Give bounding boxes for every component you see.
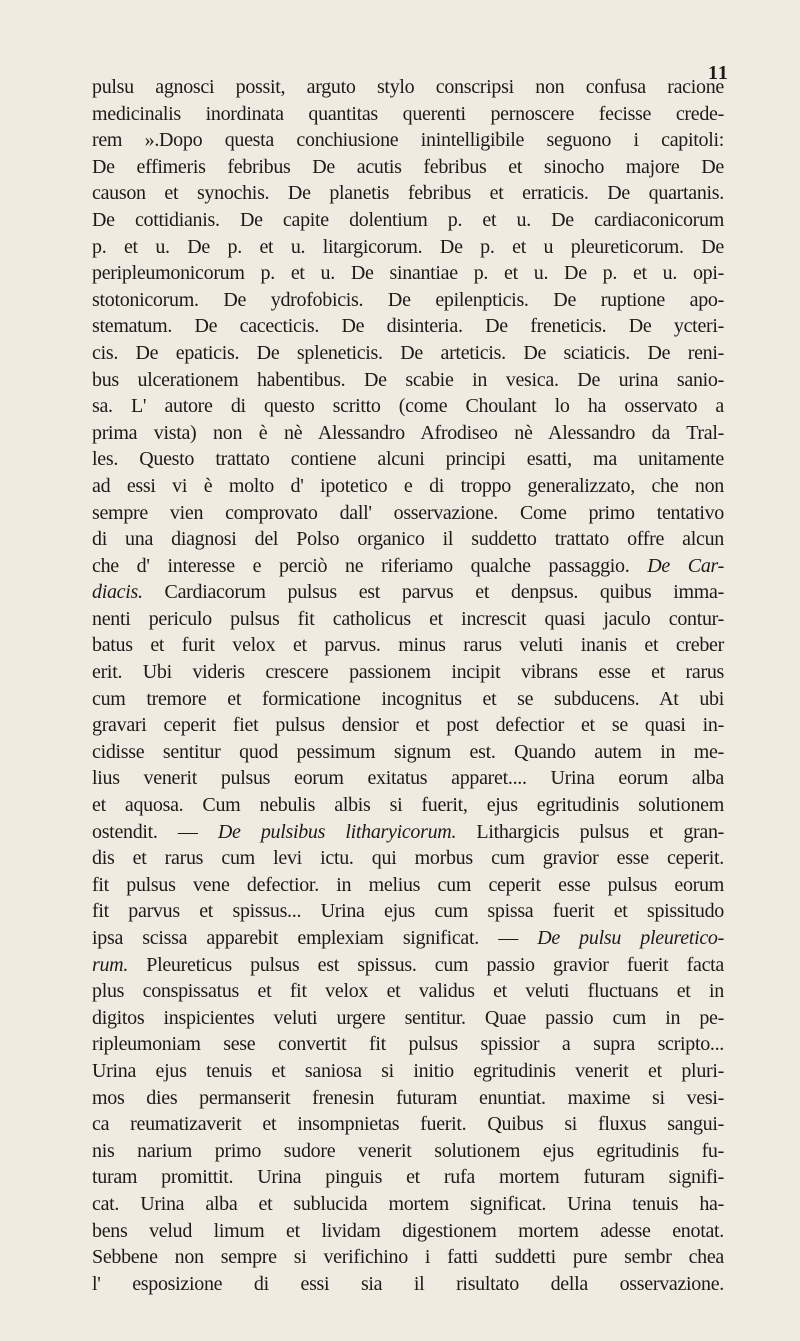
text-line: De cottidianis. De capite dolentium p. et u. De cardiaconicorum — [92, 208, 724, 231]
text-line: prima vista) non è nè Alessandro Afrodiseo nè Alessandro da Tral- — [92, 421, 724, 444]
text-line: fit pulsus vene defectior. in melius cum ceperit esse pulsus eorum — [92, 873, 724, 896]
text-line: gravari ceperit fiet pulsus densior et post defectior et se quasi in- — [92, 714, 724, 737]
text-line: De effimeris febribus De acutis febribus et sinocho majore De — [92, 155, 724, 178]
text-line: fit parvus et spissus... Urina ejus cum spissa fuerit et spissitudo — [92, 900, 724, 923]
text-line: turam promittit. Urina pinguis et rufa mortem futuram signifi- — [92, 1166, 724, 1189]
text-line: causon et synochis. De planetis febribus et erraticis. De quartanis. — [92, 182, 724, 205]
text-line — [92, 1297, 724, 1324]
page-number: 11 — [708, 62, 729, 84]
text-line: et aquosa. Cum nebulis albis si fuerit, ejus egritudinis solutionem — [92, 794, 724, 817]
text-line: cis. De epaticis. De spleneticis. De arteticis. De sciaticis. De reni- — [92, 341, 724, 364]
text-line: digitos inspicientes veluti urgere sentitur. Quae passio cum in pe- — [92, 1006, 724, 1029]
text-line: ca reumatizaverit et insompnietas fuerit. Quibus si fluxus sangui- — [92, 1113, 724, 1136]
text-line: les. Questo trattato contiene alcuni principi esatti, ma unitamente — [92, 448, 724, 471]
text-segment: che d' interesse e perciò ne riferiamo qualche passaggio. — [92, 554, 630, 577]
text-line: lius venerit pulsus eorum exitatus apparet.... Urina eorum alba — [92, 767, 724, 790]
text-line: sa. L' autore di questo scritto (come Choulant lo ha osservato a — [92, 395, 724, 418]
text-segment: Pleureticus pulsus est spissus. cum passio gravior fuerit facta — [128, 953, 724, 976]
text-line: nenti periculo pulsus fit catholicus et increscit quasi jaculo contur- — [92, 607, 724, 630]
text-line: rem ».Dopo questa conchiusione inintelligibile seguono i capitoli: — [92, 129, 724, 152]
italic-heading: diacis. — [92, 581, 143, 604]
text-segment: ipsa scissa apparebit emplexiam significat. — — [92, 927, 518, 949]
text-line: cum tremore et formicatione incognitus et se subducens. At ubi — [92, 687, 724, 710]
italic-heading: De pulsu pleuretico- — [537, 927, 724, 949]
text-line: bens velud limum et lividam digestionem mortem adesse enotat. — [92, 1219, 724, 1242]
text-line: Urina ejus tenuis et saniosa si initio egritudinis venerit et pluri- — [92, 1059, 724, 1082]
text-segment: Lithargicis pulsus et gran- — [476, 820, 725, 843]
text-line: stematum. De cacecticis. De disinteria. De freneticis. De ycteri- — [92, 315, 724, 338]
text-segment: ostendit. — — [92, 820, 198, 843]
text-line: pulsu agnosci possit, arguto stylo conscripsi non confusa racione — [92, 76, 724, 98]
text-line: nis narium primo sudore venerit solutionem ejus egritudinis fu- — [92, 1139, 724, 1162]
italic-heading: De Car- — [647, 554, 724, 577]
text-line: dis et rarus cum levi ictu. qui morbus cum gravior esse ceperit. — [92, 847, 724, 870]
text-line: medicinalis inordinata quantitas querenti pernoscere fecisse crede- — [92, 102, 724, 125]
text-line — [92, 925, 724, 952]
text-line: cidisse sentitur quod pessimum signum est. Quando autem in me- — [92, 740, 724, 763]
text-line — [92, 952, 724, 979]
text-line: stotonicorum. De ydrofobicis. De epilenpticis. De ruptione apo- — [92, 288, 724, 311]
text-line — [92, 819, 724, 846]
body-text — [92, 74, 724, 1324]
text-segment: Cardiacorum pulsus est parvus et denpsus. quibus imma- — [142, 581, 724, 604]
text-line: di una diagnosi del Polso organico il suddetto trattato offre alcun — [92, 528, 724, 551]
text-line: cat. Urina alba et sublucida mortem significat. Urina tenuis ha- — [92, 1192, 724, 1215]
text-line: peripleumonicorum p. et u. De sinantiae p. et u. De p. et u. opi- — [92, 262, 724, 285]
italic-heading: De pulsibus litharyicorum. — [217, 820, 457, 843]
text-line: Sebbene non sempre si verifichino i fatti suddetti pure sembr chea — [92, 1246, 724, 1269]
text-line: erit. Ubi videris crescere passionem incipit vibrans esse et rarus — [92, 661, 724, 684]
text-line: ad essi vi è molto d' ipotetico e di troppo generalizzato, che non — [92, 474, 724, 497]
text-line: mos dies permanserit frenesin futuram enuntiat. maxime si vesi- — [92, 1086, 724, 1109]
text-line — [92, 579, 724, 606]
text-line — [92, 553, 724, 580]
text-line: sempre vien comprovato dall' osservazione. Come primo tentativo — [92, 501, 724, 524]
italic-heading: rum. — [92, 953, 129, 976]
text-line: plus conspissatus et fit velox et validus et veluti fluctuans et in — [92, 980, 724, 1003]
text-line: ripleumoniam sese convertit fit pulsus spissior a supra scripto... — [92, 1033, 724, 1056]
text-line: l' esposizione di essi sia il risultato della osservazione. — [92, 1272, 724, 1295]
text-line: p. et u. De p. et u. litargicorum. De p. et u pleureticorum. De — [92, 235, 724, 258]
text-line: batus et furit velox et parvus. minus rarus veluti inanis et creber — [92, 634, 724, 657]
text-line: bus ulcerationem habentibus. De scabie in vesica. De urina sanio- — [92, 368, 724, 391]
